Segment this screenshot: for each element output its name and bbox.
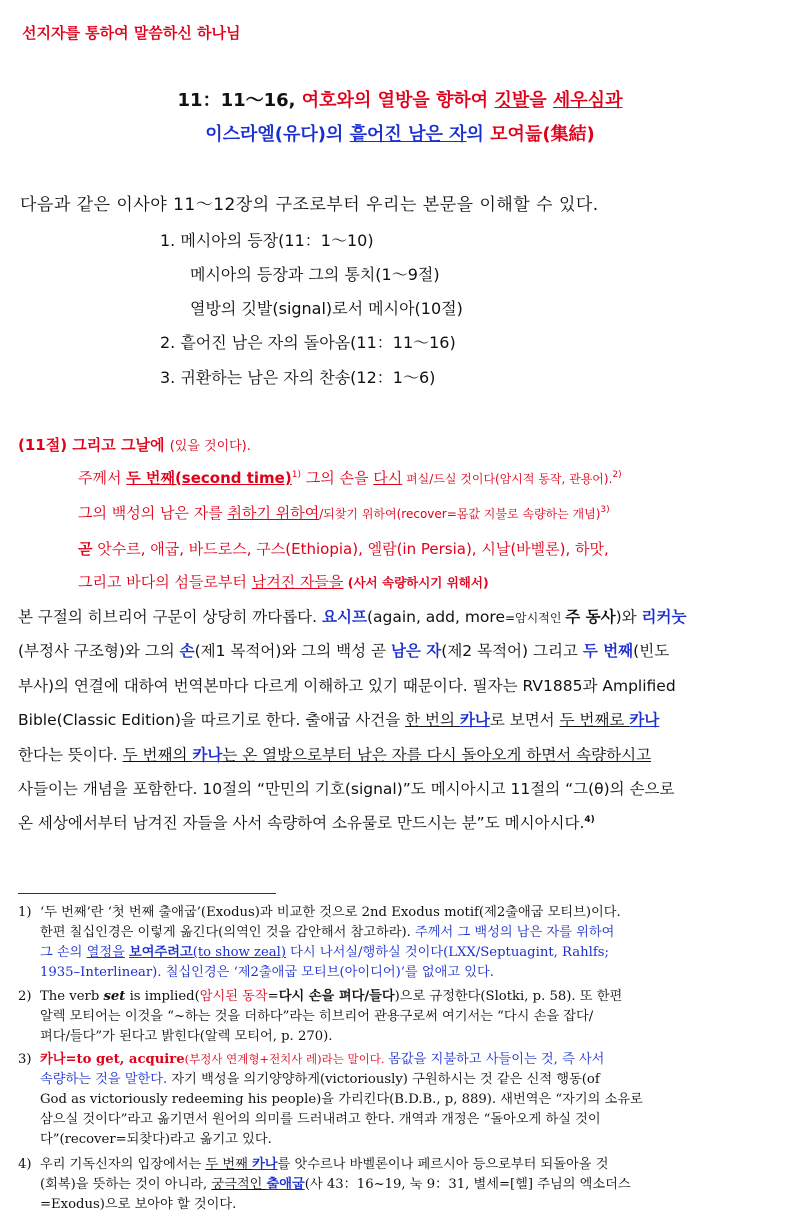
footnote-text: =to get, acquire (65, 1052, 185, 1067)
verse-text: 앗수르, 애굽, 바드로스, 구스(Ethiopia), 엘람(in Persia), 시날(바벨론), 하맛, (92, 540, 609, 558)
body-line-7 (18, 811, 595, 833)
title-text: 여호와의 열방을 향하여 (295, 90, 495, 111)
footnote-text: 자기 백성을 의기양양하게(victoriously) 구원하시는 것 같은 신적 행동(of (167, 1072, 600, 1087)
footnote-text: ‘두 번째’란 ‘첫 번째 출애굽’(Exodus)과 비교한 것으로 2nd Exodus motif(제2출애굽 모티브)이다. (40, 905, 621, 920)
body-text: 두 번째의 (122, 746, 193, 764)
title-keyword-raise: 세우심과 (552, 90, 623, 111)
footnote-text: 보여주려고 (129, 945, 193, 960)
verse-keyword: 두 번째(second time) (126, 469, 292, 487)
footnote-text: God as victoriously redeeming his people)을 가리킨다(B.D.B., p, 889). 새번역은 “자기의 소유로 (40, 1092, 643, 1107)
footnote-text: (사 43：16~19, 눅 9：31, 별세=[헬] 주님의 엑소더스 (304, 1177, 631, 1192)
body-text: 로 보면서 (489, 711, 560, 729)
footnote-text: (to show zeal) (192, 945, 286, 960)
verse-line-2 (78, 467, 622, 488)
body-text: 한 번의 (405, 711, 460, 729)
verse-keyword: 곧 (78, 540, 93, 558)
title-reference: 11：11～16, (177, 90, 296, 111)
footnote-number: 1) (18, 905, 32, 920)
body-text: (빈도 (633, 642, 670, 660)
outline-item-2: 2. 흩어진 남은 자의 돌아옴(11：11～16) (160, 333, 456, 352)
footnote-text: 그 손의 (40, 945, 87, 960)
body-text: 한다는 뜻이다. (18, 746, 123, 764)
footnote-text: 알렉 모티어는 이것을 “~하는 것을 더하다”라는 히브리어 관용구로써 여기서는 “다시 손을 잡다/ (40, 1009, 594, 1024)
footnote-text: (회복)을 뜻하는 것이 아니라, (40, 1177, 212, 1192)
footnote-text: 몸값을 지불하고 사들이는 것, 즉 사서 (388, 1052, 605, 1067)
footnote-text: The verb (40, 989, 104, 1004)
body-text: (제1 목적어)와 그의 백성 곧 (194, 642, 391, 660)
outline-item-1: 1. 메시아의 등장(11：1～10) (160, 231, 374, 250)
footnote-text: 궁극적인 (211, 1177, 267, 1192)
intro-paragraph: 다음과 같은 이사야 11～12장의 구조로부터 우리는 본문을 이해할 수 있다. (20, 195, 599, 215)
footnote-text: 출애굽 (266, 1177, 305, 1192)
hebrew-term: 요시프 (322, 608, 367, 626)
hebrew-term: 손 (179, 642, 195, 660)
body-text: (again, add, more (366, 608, 505, 626)
footnote-1 (18, 903, 788, 983)
hebrew-term: 리커눗 (641, 608, 687, 626)
footnote-text: 1935–Interlinear). 칠십인경은 ‘제2출애굽 모티브(아이디어)’를 없애고 있다. (40, 965, 494, 980)
footnote-text: 주께서 그 백성의 남은 자를 위하여 (415, 925, 615, 940)
verse-line-5 (78, 571, 489, 592)
footnote-divider (18, 893, 276, 894)
body-text: (부정사 구조형)와 그의 (18, 642, 180, 660)
body-text: 는 온 열방으로부터 남은 자를 다시 돌아오게 하면서 속량하시고 (222, 746, 652, 764)
footnote-3 (18, 1049, 788, 1150)
footnote-text: 속량하는 것을 말한다. (40, 1072, 168, 1087)
footnote-text: 두 번째 (205, 1157, 253, 1172)
verse-text: 그의 손을 (300, 469, 374, 487)
outline-subitem-1a: 메시아의 등장과 그의 통치(1～9절) (190, 265, 440, 284)
title-text: 의 (466, 124, 491, 145)
footnote-number: 3) (18, 1052, 32, 1067)
footnote-text: set (103, 989, 126, 1004)
footnote-number: 2) (18, 989, 32, 1004)
title-text: 을 (529, 90, 553, 111)
body-keyword: 주 동사 (565, 608, 616, 626)
footnote-ref: 2) (612, 470, 622, 480)
footnote-text: 다시 나서실/행하실 것이다(LXX/Septuagint, Rahlfs; (285, 945, 609, 960)
footnote-text: 카나 (40, 1052, 66, 1067)
title-keyword-gathering: 모여듦(集結) (490, 124, 595, 145)
verse-text: 그의 백성의 남은 자를 (78, 504, 228, 522)
footnote-text: = (267, 989, 279, 1004)
footnote-text: 펴다/들다”가 된다고 밝힌다(알렉 모티어, p. 270). (40, 1029, 333, 1044)
verse-text: 그리고 바다의 섬들로부터 (78, 573, 252, 591)
title-keyword-remnant: 흩어진 남은 자 (349, 124, 467, 145)
footnote-text: 열정을 (86, 945, 125, 960)
footnote-text: 우리 기독신자의 입장에서는 (40, 1157, 206, 1172)
body-text: =암시적인 (504, 611, 566, 625)
verse-keyword: 취하기 위하여 (227, 504, 320, 522)
verse-keyword: 남겨진 자들을 (251, 573, 344, 591)
verse-text: /되찾기 위하여(recover=몸값 지불로 속량하는 개념) (319, 507, 601, 521)
footnote-text: is implied( (125, 989, 200, 1004)
verse-text: (11절) 그리고 그날에 (18, 436, 170, 454)
body-line-3: 부사)의 연결에 대하여 번역본마다 다르게 이해하고 있기 때문이다. 필자는 RV1885과 Amplified (18, 677, 676, 695)
footnote-2 (18, 987, 788, 1047)
footnote-4 (18, 1155, 788, 1215)
outline-subitem-1b: 열방의 깃발(signal)로서 메시아(10절) (190, 299, 463, 318)
title-keyword-banner: 깃발 (494, 90, 530, 111)
body-line-6: 사들이는 개념을 포함한다. 10절의 “만민의 기호(signal)”도 메시아시고 11절의 “그(θ)의 손으로 (18, 780, 675, 798)
footnote-text: 다시 손을 펴다/들다 (278, 989, 395, 1004)
hebrew-term: 남은 자 (390, 642, 442, 660)
footnote-text: =Exodus)으로 보아야 할 것이다. (40, 1197, 237, 1212)
verse-line-1 (18, 434, 251, 455)
section-title-line-1 (0, 86, 800, 112)
verse-text: 주께서 (78, 469, 127, 487)
body-line-4 (18, 708, 659, 730)
body-line-2 (18, 639, 669, 661)
footnote-text: 한편 칠십인경은 이렇게 옮긴다(의역인 것을 감안해서 참고하라). (40, 925, 416, 940)
footnote-number: 4) (18, 1157, 32, 1172)
hebrew-term: 카나 (459, 711, 490, 729)
verse-line-4 (78, 538, 609, 559)
footnote-text: 다”(recover=되찾다)라고 옮기고 있다. (40, 1132, 272, 1147)
body-text: 두 번째로 (559, 711, 630, 729)
footnote-text: (부정사 연계형+전치사 레)라는 말이다. (184, 1052, 389, 1066)
verse-keyword: 다시 (373, 469, 403, 487)
hebrew-term: 두 번째 (582, 642, 634, 660)
running-header: 선지자를 통하여 말씀하신 하나님 (22, 24, 241, 42)
hebrew-term: 카나 (629, 711, 660, 729)
footnote-text: 삼으실 것이다”라고 옮기면서 원어의 의미를 드러내려고 한다. 개역과 개정은 “돌아오게 하실 것이 (40, 1112, 601, 1127)
title-text: 이스라엘(유다)의 (205, 124, 350, 145)
body-text: (제2 목적어) 그리고 (441, 642, 583, 660)
footnote-ref: 4) (584, 814, 595, 825)
footnote-text: 암시된 동작 (199, 989, 268, 1004)
footnote-text: 를 앗수르나 바벨론이나 페르시아 등으로부터 되돌아올 것 (277, 1157, 609, 1172)
verse-text: 펴실/드실 것이다(암시적 동작, 관용어). (402, 472, 613, 486)
verse-text: (있을 것이다). (169, 439, 251, 454)
body-text: 본 구절의 히브리어 구문이 상당히 까다롭다. (18, 608, 323, 626)
section-title-line-2 (0, 120, 800, 146)
body-line-5 (18, 743, 651, 765)
body-text: )와 (615, 608, 642, 626)
footnote-ref: 1) (291, 470, 301, 480)
body-line-1 (18, 605, 686, 627)
verse-text: (사서 속량하시기 위해서) (343, 575, 489, 590)
footnote-text: )으로 규정한다(Slotki, p. 58). 또 한편 (394, 989, 623, 1004)
footnote-ref: 3) (600, 505, 610, 515)
footnote-text: 카나 (252, 1157, 278, 1172)
outline-item-3: 3. 귀환하는 남은 자의 찬송(12：1～6) (160, 368, 436, 387)
body-text: Bible(Classic Edition)을 따르기로 한다. 출애굽 사건을 (18, 711, 406, 729)
body-text: 온 세상에서부터 남겨진 자들을 사서 속량하여 소유물로 만드시는 분”도 메시아시다. (18, 814, 585, 832)
hebrew-term: 카나 (192, 746, 223, 764)
verse-line-3 (78, 502, 610, 523)
